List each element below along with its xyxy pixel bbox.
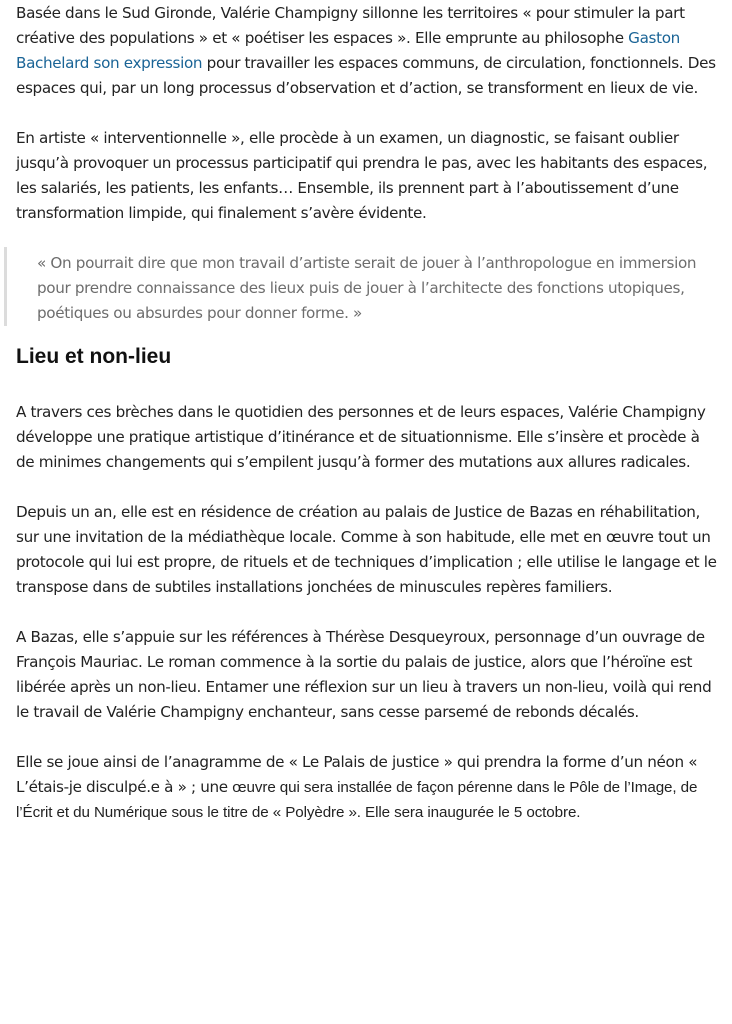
paragraph-bazas: A Bazas, elle s’appuie sur les références à Thérèse Desqueyroux, personnage d’un ouvrage de François Mauriac. Le roman commence à la sortie du palais de justice, alors que l’héroïne est libérée après un non-lieu. Entamer une réflexion sur un lieu à travers un non-lieu, voilà qui rend le travail de Valérie Champigny enchanteur, sans cesse parsemé de rebonds décalés. bbox=[16, 628, 712, 721]
paragraph-residence: Depuis un an, elle est en résidence de création au palais de Justice de Bazas en réhabilitation, sur une invitation de la médiathèque locale. Comme à son habitude, elle met en œuvre tout un protocole qui lui est propre, de rituels et de techniques d’implication ; elle utilise le langage et le transpose dans de subtiles installations jonchées de minuscules repères familiers. bbox=[16, 503, 717, 596]
article-body bbox=[16, 0, 718, 850]
paragraph-intro bbox=[16, 1, 718, 101]
gaston-bachelard-link[interactable]: Gaston Bachelard son expression bbox=[16, 29, 680, 72]
paragraph-intro-text: Basée dans le Sud Gironde, Valérie Champigny sillonne les territoires « pour stimuler la part créative des populations » et « poétiser les espaces ». Elle emprunte au philosophe bbox=[16, 4, 685, 47]
section-heading: Lieu et non-lieu bbox=[16, 345, 172, 368]
paragraph-artist: En artiste « interventionnelle », elle procède à un examen, un diagnostic, se faisant oublier jusqu’à provoquer un processus participatif qui prendra le pas, avec les habitants des espaces, les salariés, les patients, les enfants… Ensemble, ils prennent part à l’aboutissement d’une transformation limpide, qui finalement s’avère évidente. bbox=[16, 129, 708, 222]
pull-quote bbox=[0, 251, 718, 326]
pull-quote-text: « On pourrait dire que mon travail d’artiste serait de jouer à l’anthropologue en immersion pour prendre connaissance des lieux puis de jouer à l’architecte des fonctions utopiques, poétiques ou absurdes pour donner forme. » bbox=[37, 254, 697, 322]
paragraph-anagram-text: Elle se joue ainsi de l’anagramme de « Le Palais de justice » qui prendra la forme d’un néon « L’étais-je disculpé.e à » ; une bbox=[16, 753, 698, 796]
paragraph-anagram-text-end: œuvre qui sera installée de façon pérenne dans le Pôle de l’Image, de l’Écrit et du Numérique sous le titre de « Polyèdre ». Elle sera inaugurée le 5 octobre. bbox=[16, 779, 698, 821]
paragraph-breches: A travers ces brèches dans le quotidien des personnes et de leurs espaces, Valérie Champigny développe une pratique artistique d’itinérance et de situationnisme. Elle s’insère et procède à de minimes changements qui s’empilent jusqu’à former des mutations aux allures radicales. bbox=[16, 403, 706, 471]
paragraph-anagram bbox=[16, 750, 718, 825]
paragraph-intro-text-end: pour travailler les espaces communs, de circulation, fonctionnels. Des espaces qui, par un long processus d’observation et d’action, se transforment en lieux de vie. bbox=[16, 54, 716, 97]
